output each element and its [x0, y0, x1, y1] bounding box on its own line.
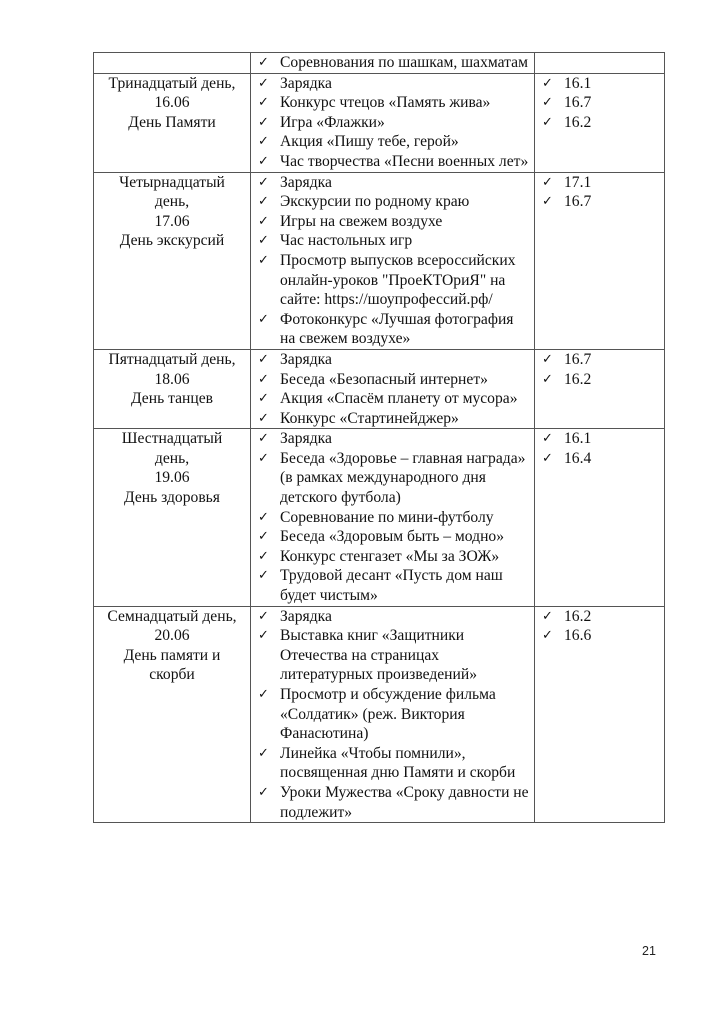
activity-item-text: Зарядка [280, 74, 332, 92]
activity-item-text: Просмотр и обсуждение фильма «Солдатик» (реж. Виктория Фанасютина) [280, 686, 496, 743]
activity-item [257, 132, 530, 152]
check-mark-icon: ✓ [258, 134, 269, 150]
schedule-table-body [94, 53, 665, 823]
check-mark-icon: ✓ [258, 410, 269, 426]
activity-item-text: Соревнования по шашкам, шахматам [280, 54, 528, 71]
codes-cell-list [535, 74, 664, 133]
activity-item [257, 389, 530, 409]
day-label-line: Шестнадцатый [121, 430, 223, 448]
check-mark-icon: ✓ [258, 114, 269, 130]
day-label-line: 18.06 [154, 370, 190, 388]
check-mark-icon: ✓ [258, 95, 269, 111]
code-item [541, 607, 660, 627]
codes-cell [535, 53, 665, 74]
activity-item [257, 547, 530, 567]
code-item-text: 16.7 [564, 350, 592, 368]
activity-item-text: Конкурс чтецов «Память жива» [280, 94, 491, 112]
check-mark-icon: ✓ [542, 450, 553, 466]
activity-item [257, 685, 530, 744]
activities-cell [251, 53, 535, 74]
day-cell [94, 73, 251, 172]
schedule-table [93, 52, 665, 823]
codes-cell [535, 73, 665, 172]
day-label-line: 16.06 [154, 94, 190, 112]
codes-cell [535, 606, 665, 823]
activity-item-text: Беседа «Здоровье – главная награда» (в рамках международного дня детского футбола) [280, 449, 526, 507]
check-mark-icon: ✓ [258, 75, 269, 91]
check-mark-icon: ✓ [542, 628, 553, 644]
code-item-text: 16.7 [564, 94, 592, 112]
activities-cell-list [251, 429, 534, 605]
day-label-line: 17.06 [154, 212, 190, 230]
code-item [541, 350, 660, 370]
codes-cell-list [535, 350, 664, 389]
check-mark-icon: ✓ [258, 687, 269, 702]
activity-item-text: Час настольных игр [280, 232, 413, 250]
activity-item [257, 370, 530, 390]
activity-item [257, 508, 530, 528]
codes-cell [535, 172, 665, 349]
activity-item [257, 783, 530, 822]
code-item [541, 429, 660, 449]
check-mark-icon: ✓ [258, 371, 269, 387]
activity-item [257, 566, 530, 605]
check-mark-icon: ✓ [258, 55, 269, 70]
activity-item-text: Игра «Флажки» [280, 113, 385, 131]
activity-item-text: Конкурс «Стартинейджер» [280, 409, 459, 427]
check-mark-icon: ✓ [542, 114, 553, 130]
day-cell [94, 172, 251, 349]
check-mark-icon: ✓ [258, 509, 269, 525]
table-row [94, 172, 665, 349]
day-label-line: Пятнадцатый день, [108, 350, 236, 368]
activity-item-text: Просмотр выпусков всероссийских онлайн-уроков "ПроеКТОриЯ" на сайте: https://шоупрофессий.рф/ [280, 251, 516, 309]
day-cell [94, 606, 251, 823]
activity-item [257, 251, 530, 310]
activity-item-text: Трудовой десант «Пусть дом наш будет чистым» [280, 567, 503, 605]
check-mark-icon: ✓ [258, 745, 269, 761]
day-label-line: скорби [149, 666, 195, 684]
activity-item [257, 626, 530, 685]
check-mark-icon: ✓ [258, 431, 269, 447]
code-item-text: 16.4 [564, 449, 592, 467]
day-label-line: День памяти и [123, 646, 221, 664]
day-cell [94, 349, 251, 428]
check-mark-icon: ✓ [258, 391, 269, 407]
activities-cell [251, 172, 535, 349]
code-item-text: 16.6 [564, 627, 592, 645]
activity-item-text: Зарядка [280, 350, 332, 368]
activities-cell [251, 429, 535, 606]
check-mark-icon: ✓ [258, 252, 269, 268]
code-item-text: 16.2 [564, 113, 592, 131]
table-row [94, 349, 665, 428]
check-mark-icon: ✓ [542, 75, 553, 91]
check-mark-icon: ✓ [258, 213, 269, 229]
day-label-line: Семнадцатый день, [107, 607, 237, 625]
code-item-text: 16.1 [564, 430, 592, 448]
check-mark-icon: ✓ [258, 568, 269, 584]
codes-cell [535, 429, 665, 606]
activity-item-text: Игры на свежем воздухе [280, 212, 443, 230]
activities-cell [251, 349, 535, 428]
check-mark-icon: ✓ [542, 194, 553, 210]
check-mark-icon: ✓ [258, 548, 269, 564]
activity-item [257, 53, 530, 73]
activity-item-text: Акция «Спасём планету от мусора» [280, 390, 518, 408]
check-mark-icon: ✓ [258, 233, 269, 249]
activity-item-text: Уроки Мужества «Сроку давности не подлежит» [280, 783, 529, 821]
code-item-text: 16.1 [564, 74, 592, 92]
activity-item-text: Фотоконкурс «Лучшая фотография на свежем воздухе» [280, 310, 514, 348]
activity-item [257, 449, 530, 508]
activity-item-text: Конкурс стенгазет «Мы за ЗОЖ» [280, 547, 500, 565]
day-label-line: Тринадцатый день, [108, 74, 236, 92]
activity-item [257, 744, 530, 783]
code-item [541, 93, 660, 113]
activity-item-text: Соревнование по мини-футболу [280, 508, 494, 526]
code-item [541, 626, 660, 646]
code-item [541, 74, 660, 94]
activities-cell [251, 73, 535, 172]
check-mark-icon: ✓ [258, 784, 269, 800]
activity-item-text: Акция «Пишу тебе, герой» [280, 133, 459, 151]
code-item [541, 192, 660, 212]
code-item-text: 16.2 [564, 370, 592, 388]
activity-item [257, 607, 530, 627]
activity-item [257, 74, 530, 94]
activity-item [257, 93, 530, 113]
codes-cell-list [535, 173, 664, 212]
codes-cell [535, 349, 665, 428]
day-label-line: день, [154, 193, 190, 211]
day-label-line: День танцев [130, 390, 213, 408]
activity-item [257, 113, 530, 133]
day-cell [94, 429, 251, 606]
code-item-text: 17.1 [564, 173, 592, 191]
code-item-text: 16.7 [564, 193, 592, 211]
check-mark-icon: ✓ [542, 431, 553, 447]
activities-cell [251, 606, 535, 823]
activity-item-text: Беседа «Здоровым быть – модно» [280, 528, 505, 546]
table-row [94, 606, 665, 823]
activity-item [257, 350, 530, 370]
activity-item-text: Зарядка [280, 430, 332, 448]
check-mark-icon: ✓ [542, 95, 553, 111]
activities-cell-list [251, 74, 534, 172]
activities-cell-list [251, 350, 534, 428]
activity-item [257, 409, 530, 429]
activity-item-text: Выставка книг «Защитники Отечества на страницах литературных произведений» [280, 627, 478, 684]
codes-cell-list [535, 429, 664, 468]
activities-cell-list [251, 53, 534, 73]
check-mark-icon: ✓ [258, 153, 269, 169]
activity-item [257, 192, 530, 212]
activity-item [257, 152, 530, 172]
code-item [541, 370, 660, 390]
day-label-line: Четырнадцатый [119, 173, 225, 191]
code-item-text: 16.2 [564, 607, 592, 625]
day-cell [94, 53, 251, 74]
day-label-line: День здоровья [124, 489, 220, 507]
day-label-line: День Памяти [128, 113, 216, 131]
activity-item [257, 527, 530, 547]
activities-cell-list [251, 607, 534, 823]
activity-item-text: Экскурсии по родному краю [280, 193, 470, 211]
check-mark-icon: ✓ [542, 174, 553, 190]
page-number: 21 [642, 944, 656, 958]
day-label-line: день, [154, 449, 190, 467]
check-mark-icon: ✓ [258, 194, 269, 210]
check-mark-icon: ✓ [258, 628, 269, 644]
activity-item [257, 429, 530, 449]
activity-item [257, 173, 530, 193]
code-item [541, 113, 660, 133]
activity-item-text: Зарядка [280, 607, 332, 625]
check-mark-icon: ✓ [258, 311, 269, 327]
activity-item [257, 212, 530, 232]
table-row [94, 53, 665, 74]
day-label-line: 20.06 [154, 627, 190, 645]
code-item [541, 449, 660, 469]
table-row [94, 73, 665, 172]
day-label-line: 19.06 [154, 469, 190, 487]
check-mark-icon: ✓ [542, 608, 553, 624]
check-mark-icon: ✓ [258, 351, 269, 367]
check-mark-icon: ✓ [258, 608, 269, 624]
activities-cell-list [251, 173, 534, 349]
check-mark-icon: ✓ [542, 371, 553, 387]
activity-item-text: Час творчества «Песни военных лет» [280, 152, 529, 170]
activity-item [257, 231, 530, 251]
check-mark-icon: ✓ [258, 174, 269, 190]
check-mark-icon: ✓ [258, 529, 269, 545]
code-item [541, 173, 660, 193]
activity-item [257, 310, 530, 349]
activity-item-text: Зарядка [280, 173, 332, 191]
check-mark-icon: ✓ [542, 351, 553, 367]
activity-item-text: Линейка «Чтобы помнили», посвященная дню Памяти и скорби [280, 744, 516, 782]
codes-cell-list [535, 607, 664, 646]
table-row [94, 429, 665, 606]
check-mark-icon: ✓ [258, 450, 269, 466]
activity-item-text: Беседа «Безопасный интернет» [280, 370, 488, 388]
day-label-line: День экскурсий [119, 232, 225, 250]
